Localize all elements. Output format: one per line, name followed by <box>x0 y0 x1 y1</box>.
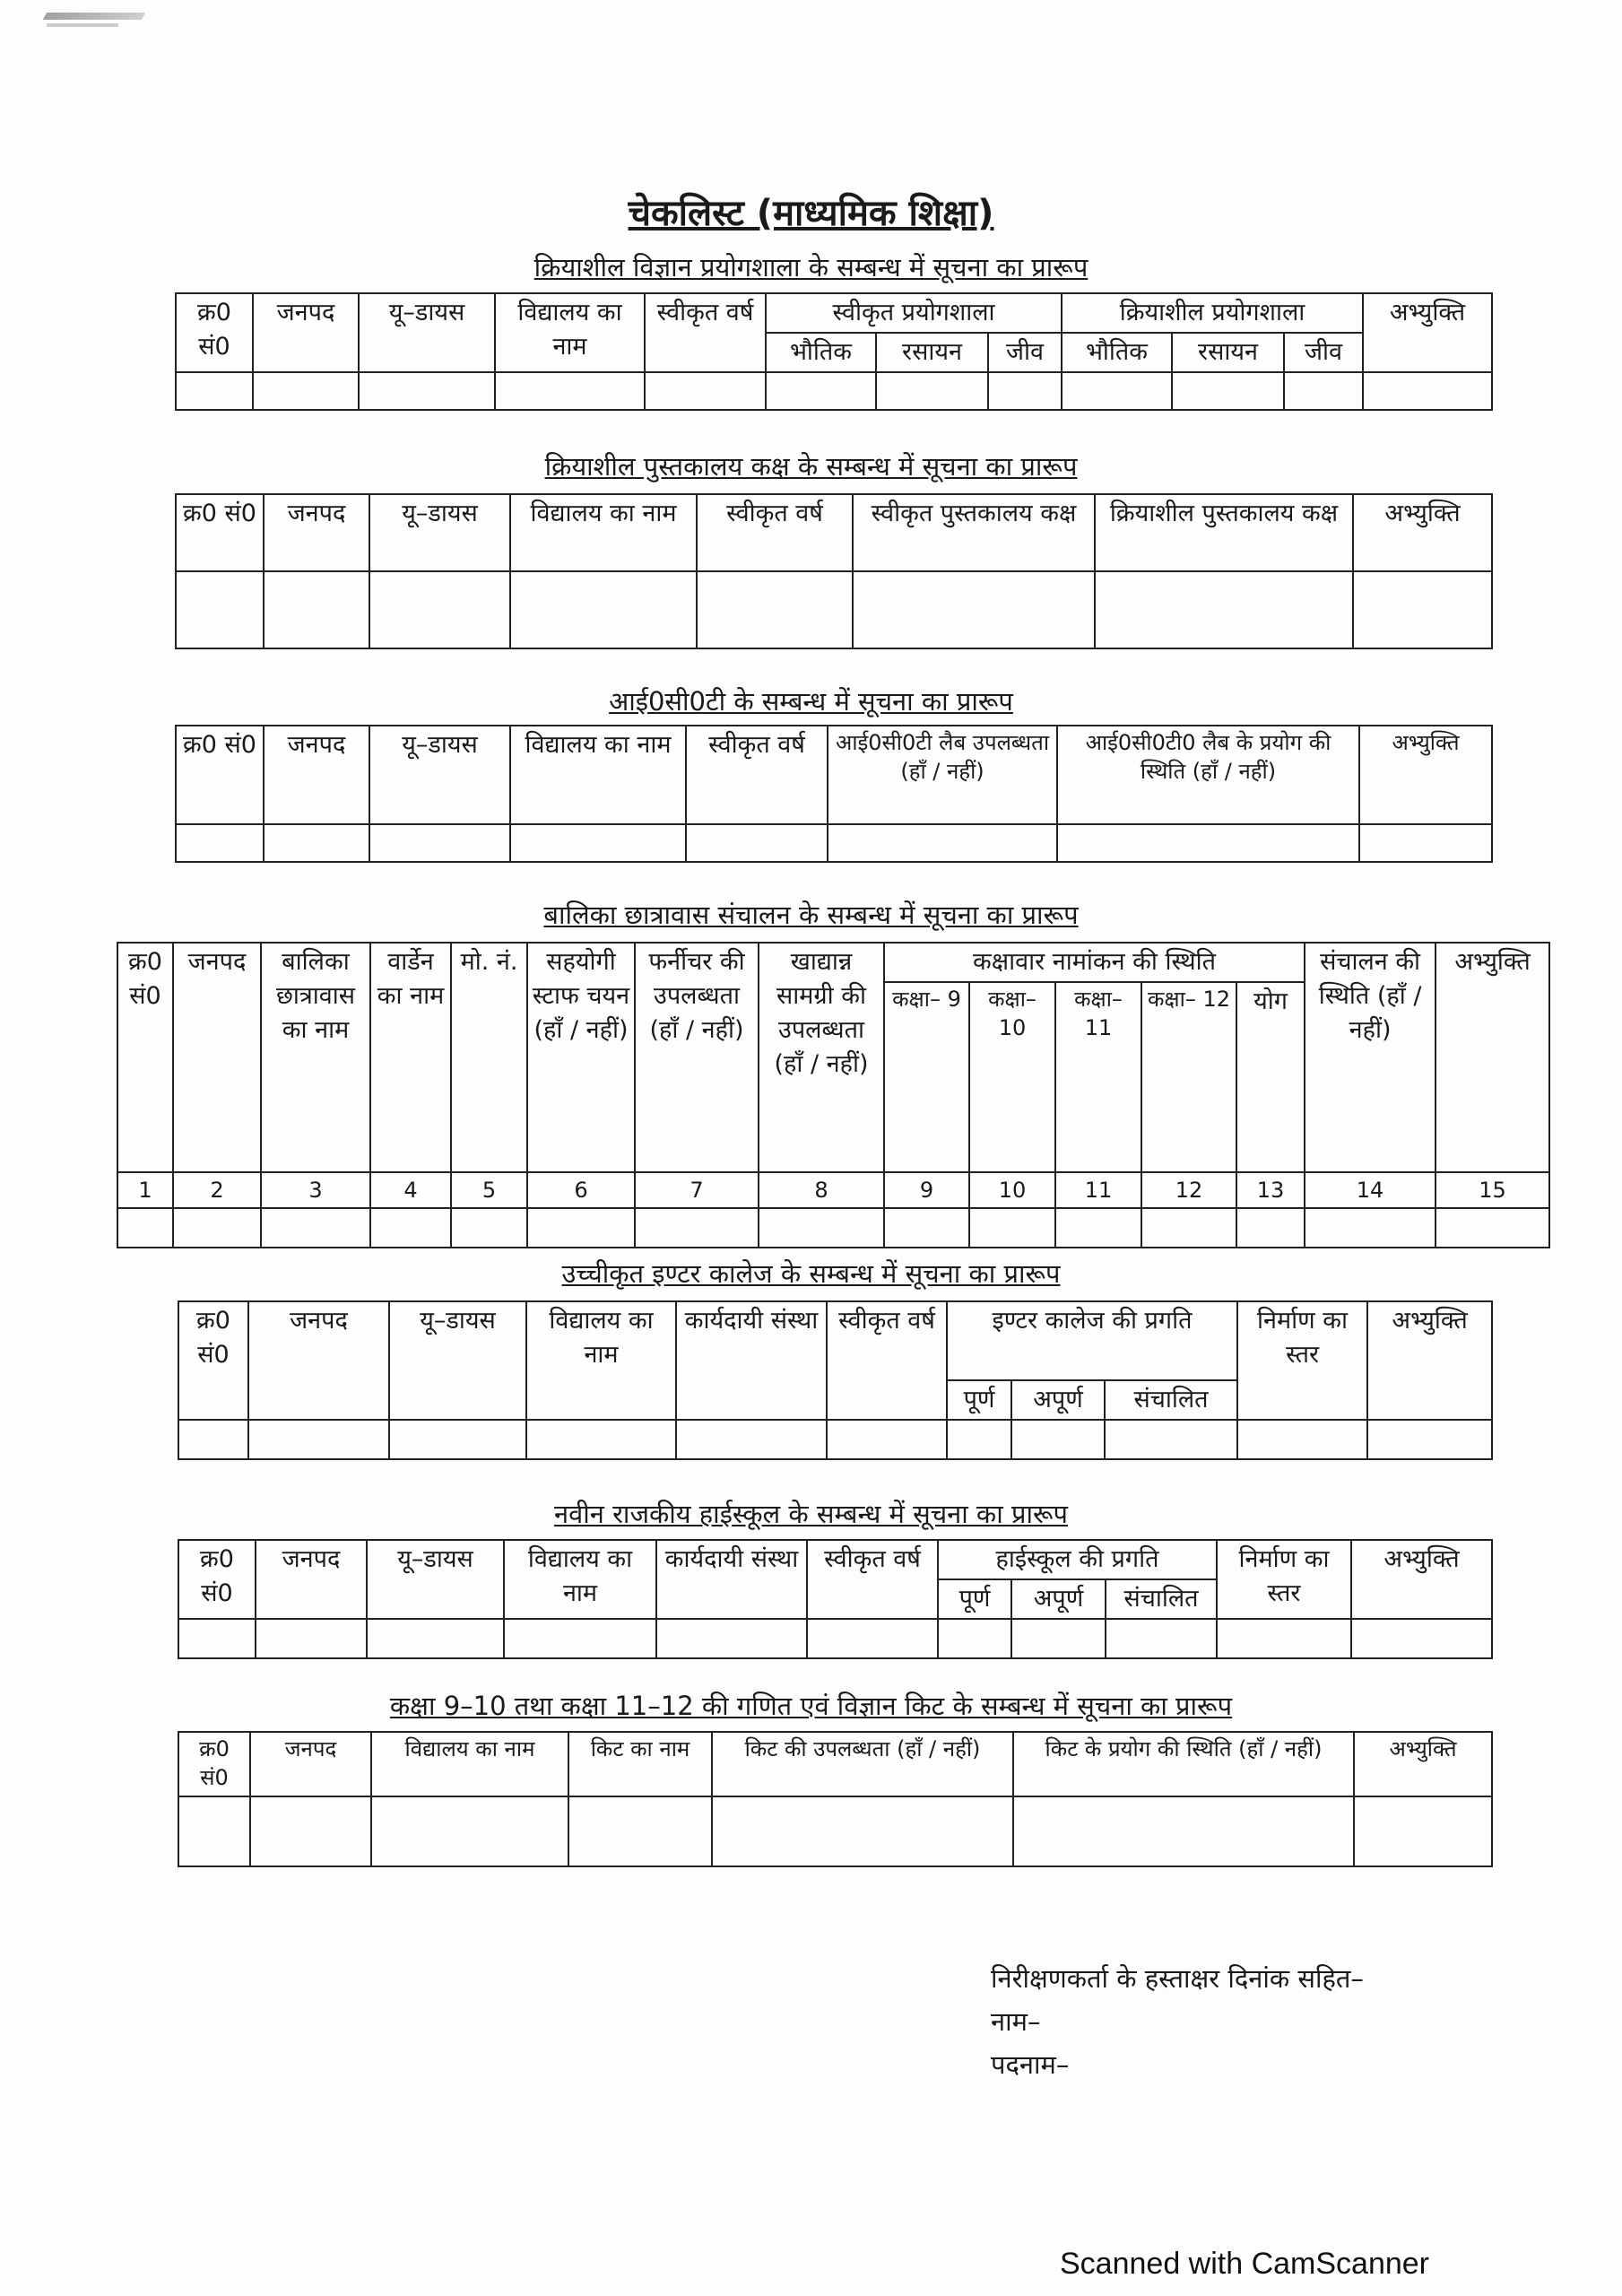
subheader-chemistry: रसायन <box>876 333 988 372</box>
header-hostel-name: बालिका छात्रावास का नाम <box>261 943 370 1172</box>
column-number: 8 <box>759 1172 884 1208</box>
subheader-chemistry: रसायन <box>1172 333 1284 372</box>
column-number: 12 <box>1141 1172 1236 1208</box>
header-school-name: विद्यालय का नाम <box>495 293 645 372</box>
header-functional-lab: क्रियाशील प्रयोगशाला <box>1062 293 1363 333</box>
column-number: 7 <box>635 1172 759 1208</box>
header-food-grains: खाद्यान्न सामग्री की उपलब्धता (हाँ / नहीं) <box>759 943 884 1172</box>
table-row <box>178 1420 1492 1459</box>
high-school-table <box>178 1539 1493 1659</box>
header-kit-name: किट का नाम <box>568 1732 712 1796</box>
column-number: 5 <box>451 1172 527 1208</box>
header-school-name: विद्यालय का नाम <box>510 726 686 824</box>
ict-table <box>175 725 1493 863</box>
header-sanctioned-library: स्वीकृत पुस्तकालय कक्ष <box>853 494 1095 571</box>
subheader-class-9: कक्षा– 9 <box>884 982 969 1172</box>
header-remarks: अभ्युक्ति <box>1359 726 1492 824</box>
header-remarks: अभ्युक्ति <box>1354 1732 1492 1796</box>
header-school-name: विद्यालय का नाम <box>504 1540 656 1619</box>
header-udise: यू–डायस <box>369 726 510 824</box>
header-sanction-year: स्वीकृत वर्ष <box>645 293 766 372</box>
table-row <box>117 1208 1549 1248</box>
column-number: 6 <box>527 1172 635 1208</box>
subheader-class-10: कक्षा– 10 <box>969 982 1055 1172</box>
section-title-science-lab: क्रियाशील विज्ञान प्रयोगशाला के सम्बन्ध में सूचना का प्रारूप <box>533 252 1089 283</box>
inspector-designation-label: पदनाम– <box>991 2049 1070 2080</box>
inter-college-table <box>178 1300 1493 1460</box>
camscanner-watermark: Scanned with CamScanner <box>1060 2247 1430 2281</box>
header-district: जनपद <box>248 1301 389 1420</box>
header-kit-usage: किट के प्रयोग की स्थिति (हाँ / नहीं) <box>1013 1732 1354 1796</box>
header-remarks: अभ्युक्ति <box>1363 293 1492 372</box>
column-number: 10 <box>969 1172 1055 1208</box>
header-district: जनपद <box>173 943 261 1172</box>
header-construction-level: निर्माण का स्तर <box>1237 1301 1367 1420</box>
header-school-name: विद्यालय का नाम <box>371 1732 568 1796</box>
column-number: 11 <box>1055 1172 1141 1208</box>
header-remarks: अभ्युक्ति <box>1353 494 1492 571</box>
header-udise: यू–डायस <box>369 494 510 571</box>
header-remarks: अभ्युक्ति <box>1351 1540 1492 1619</box>
header-serial: क्र0 सं0 <box>117 943 173 1172</box>
subheader-class-12: कक्षा– 12 <box>1141 982 1236 1172</box>
subheader-physics: भौतिक <box>1062 333 1172 372</box>
header-sanction-year: स्वीकृत वर्ष <box>807 1540 938 1619</box>
header-inter-college-progress: इण्टर कालेज की प्रगति <box>947 1301 1237 1380</box>
subheader-class-11: कक्षा– 11 <box>1055 982 1141 1172</box>
header-remarks: अभ्युक्ति <box>1436 943 1549 1172</box>
header-construction-level: निर्माण का स्तर <box>1217 1540 1351 1619</box>
header-class-enrolment: कक्षावार नामांकन की स्थिति <box>884 943 1305 982</box>
column-number: 9 <box>884 1172 969 1208</box>
inspector-signature-label: निरीक्षणकर्ता के हस्ताक्षर दिनांक सहित– <box>991 1963 1364 1994</box>
header-serial: क्र0 सं0 <box>176 494 264 571</box>
header-school-name: विद्यालय का नाम <box>510 494 697 571</box>
subheader-complete: पूर्ण <box>938 1579 1011 1619</box>
header-serial: क्र0 सं0 <box>178 1540 256 1619</box>
scan-artifact <box>47 23 118 27</box>
section-title-science-kit: कक्षा 9–10 तथा कक्षा 11–12 की गणित एवं विज्ञान किट के सम्बन्ध में सूचना का प्रारूप <box>389 1691 1233 1721</box>
header-executing-agency: कार्यदायी संस्था <box>676 1301 827 1420</box>
table-row <box>176 372 1492 410</box>
header-sanction-year: स्वीकृत वर्ष <box>827 1301 947 1420</box>
subheader-physics: भौतिक <box>766 333 876 372</box>
subheader-operational: संचालित <box>1105 1380 1237 1420</box>
subheader-operational: संचालित <box>1106 1579 1217 1619</box>
header-school-name: विद्यालय का नाम <box>526 1301 676 1420</box>
header-executing-agency: कार्यदायी संस्था <box>656 1540 807 1619</box>
science-kit-table <box>178 1731 1493 1867</box>
column-number: 14 <box>1305 1172 1436 1208</box>
header-serial: क्र0 सं0 <box>176 726 264 824</box>
column-number: 2 <box>173 1172 261 1208</box>
header-serial: क्र0 सं0 <box>178 1301 248 1420</box>
page-title: चेकलिस्ट (माध्यमिक शिक्षा) <box>628 193 994 234</box>
header-operation-status: संचालन की स्थिति (हाँ / नहीं) <box>1305 943 1436 1172</box>
column-number: 4 <box>370 1172 451 1208</box>
header-sanction-year: स्वीकृत वर्ष <box>686 726 828 824</box>
library-table <box>175 493 1493 649</box>
header-district: जनपद <box>253 293 359 372</box>
section-title-ict: आई0सी0टी के सम्बन्ध में सूचना का प्रारूप <box>609 686 1013 717</box>
girls-hostel-table <box>117 942 1550 1248</box>
column-number: 1 <box>117 1172 173 1208</box>
header-remarks: अभ्युक्ति <box>1367 1301 1492 1420</box>
table-row <box>176 571 1492 648</box>
header-serial: क्र0 सं0 <box>176 293 253 372</box>
header-support-staff: सहयोगी स्टाफ चयन (हाँ / नहीं) <box>527 943 635 1172</box>
header-district: जनपद <box>264 726 369 824</box>
header-sanctioned-lab: स्वीकृत प्रयोगशाला <box>766 293 1062 333</box>
header-high-school-progress: हाईस्कूल की प्रगति <box>938 1540 1217 1579</box>
header-furniture: फर्नीचर की उपलब्धता (हाँ / नहीं) <box>635 943 759 1172</box>
column-number-row <box>117 1172 1549 1208</box>
section-title-library: क्रियाशील पुस्तकालय कक्ष के सम्बन्ध में सूचना का प्रारूप <box>544 451 1078 482</box>
header-district: जनपद <box>264 494 369 571</box>
subheader-biology: जीव <box>1284 333 1363 372</box>
header-ict-lab-usage: आई0सी0टी0 लैब के प्रयोग की स्थिति (हाँ / नहीं) <box>1057 726 1359 824</box>
column-number: 13 <box>1236 1172 1305 1208</box>
inspector-name-label: नाम– <box>991 2006 1041 2037</box>
header-serial: क्र0 सं0 <box>178 1732 250 1796</box>
subheader-incomplete: अपूर्ण <box>1011 1579 1106 1619</box>
header-ict-lab-availability: आई0सी0टी लैब उपलब्धता (हाँ / नहीं) <box>828 726 1057 824</box>
column-number: 3 <box>261 1172 370 1208</box>
table-row <box>178 1619 1492 1658</box>
subheader-incomplete: अपूर्ण <box>1011 1380 1105 1420</box>
header-mobile-number: मो. नं. <box>451 943 527 1172</box>
header-district: जनपद <box>250 1732 371 1796</box>
section-title-inter-college: उच्चीकृत इण्टर कालेज के सम्बन्ध में सूचना का प्रारूप <box>561 1258 1061 1289</box>
header-sanction-year: स्वीकृत वर्ष <box>697 494 853 571</box>
header-warden-name: वार्डेन का नाम <box>370 943 451 1172</box>
table-row <box>176 824 1492 862</box>
header-udise: यू–डायस <box>389 1301 526 1420</box>
header-udise: यू–डायस <box>367 1540 504 1619</box>
section-title-girls-hostel: बालिका छात्रावास संचालन के सम्बन्ध में सूचना का प्रारूप <box>543 900 1079 930</box>
header-kit-availability: किट की उपलब्धता (हाँ / नहीं) <box>712 1732 1013 1796</box>
science-lab-table <box>175 292 1493 411</box>
column-number: 15 <box>1436 1172 1549 1208</box>
subheader-total: योग <box>1236 982 1305 1172</box>
header-udise: यू–डायस <box>359 293 495 372</box>
header-district: जनपद <box>256 1540 367 1619</box>
inspector-block <box>991 1957 1364 2086</box>
table-row <box>178 1796 1492 1866</box>
header-functional-library: क्रियाशील पुस्तकालय कक्ष <box>1095 494 1353 571</box>
subheader-biology: जीव <box>988 333 1062 372</box>
section-title-high-school: नवीन राजकीय हाईस्कूल के सम्बन्ध में सूचना का प्रारूप <box>554 1499 1068 1529</box>
subheader-complete: पूर्ण <box>947 1380 1011 1420</box>
scan-artifact <box>43 13 146 20</box>
